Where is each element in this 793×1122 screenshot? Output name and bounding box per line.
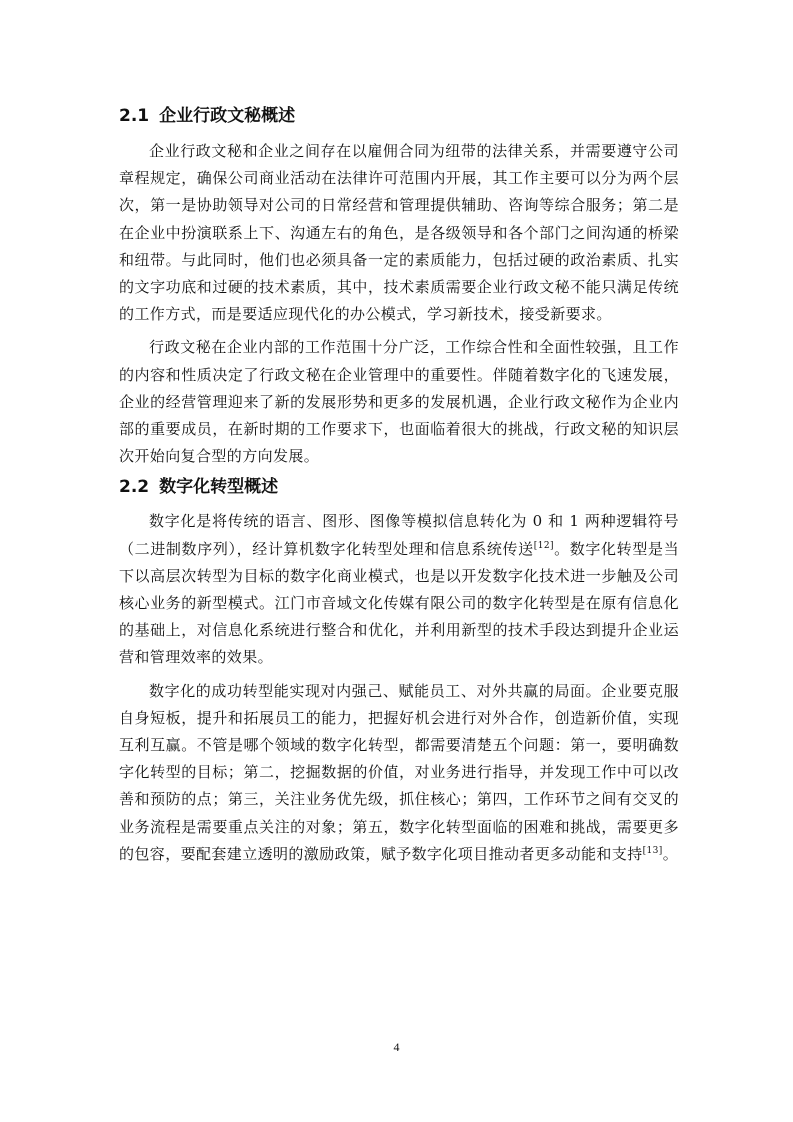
section-heading-2-1 <box>119 103 679 129</box>
paragraph-text: 。数字化转型是当下以高层次转型为目标的数字化商业模式，也是以开发数字化技术进一步触及公司核心业务的新型模式。江门市音域文化传媒有限公司的数字化转型是在原有信息化的基础上，对信息化系统进行整合和优化，并利用新型的技术手段达到提升企业运营和管理效率的效果。 <box>119 539 679 667</box>
citation-ref: [12] <box>533 540 554 551</box>
body-paragraph <box>119 678 679 868</box>
section-title: 企业行政文秘概述 <box>159 106 296 126</box>
paragraph-text: 。 <box>662 844 679 863</box>
section-title: 数字化转型概述 <box>159 477 279 498</box>
paragraph-text: 数字化的成功转型能实现对内强己、赋能员工、对外共赢的局面。企业要克服自身短板，提升和拓展员工的能力，把握好机会进行对外合作，创造新价值，实现互利互赢。不管是哪个领域的数字化转型，都需要清楚五个问题：第一，要明确数字化转型的目标；第二，挖掘数据的价值，对业务进行指导，并发现工作中可以改善和预防的点；第三，关注业务优先级，抓住核心；第四，工作环节之间有交叉的业务流程是需要重点关注的对象；第五，数字化转型面临的困难和挑战，需要更多的包容，要配套建立透明的激励政策，赋予数字化项目推动者更多动能和支持 <box>119 681 679 863</box>
section-number: 2.1 <box>119 106 150 126</box>
body-paragraph: 企业行政文秘和企业之间存在以雇佣合同为纽带的法律关系，并需要遵守公司章程规定，确保公司商业活动在法律许可范围内开展，其工作主要可以分为两个层次，第一是协助领导对公司的日常经营和管理提供辅助、咨询等综合服务；第二是在企业中扮演联系上下、沟通左右的角色，是各级领导和各个部门之间沟通的桥梁和纽带。与此同时，他们也必须具备一定的素质能力，包括过硬的政治素质、扎实的文字功底和过硬的技术素质，其中，技术素质需要企业行政文秘不能只满足传统的工作方式，而是要适应现代化的办公模式，学习新技术，接受新要求。 <box>119 142 679 324</box>
citation-ref: [13] <box>642 845 663 856</box>
page-content <box>119 103 679 868</box>
body-paragraph <box>119 508 679 671</box>
body-paragraph: 行政文秘在企业内部的工作范围十分广泛，工作综合性和全面性较强，且工作的内容和性质决定了行政文秘在企业管理中的重要性。伴随着数字化的飞速发展，企业的经营管理迎来了新的发展形势和更多的发展机遇，企业行政文秘作为企业内部的重要成员，在新时期的工作要求下，也面临着很大的挑战，行政文秘的知识层次开始向复合型的方向发展。 <box>119 338 679 466</box>
section-number: 2.2 <box>119 477 150 498</box>
section-heading-2-2 <box>119 474 679 500</box>
page-number: 4 <box>393 1040 400 1054</box>
paragraph-text: 数字化是将传统的语言、图形、图像等模拟信息转化为 0 和 1 两种逻辑符号（二进制数序列），经计算机数字化转型处理和信息系统传送 <box>119 512 679 558</box>
